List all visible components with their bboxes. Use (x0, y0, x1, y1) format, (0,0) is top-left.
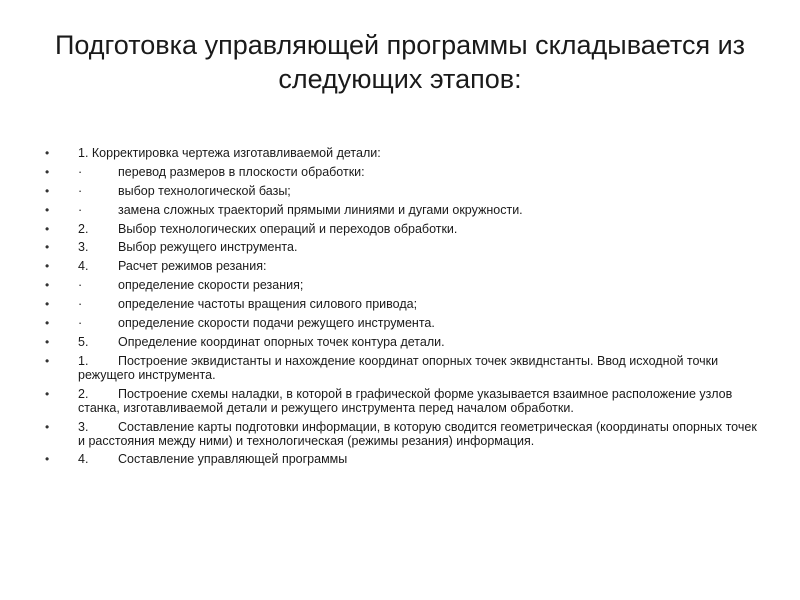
bullet-icon: • (45, 316, 50, 331)
list-item-text (78, 335, 765, 349)
list-item-text (78, 259, 765, 273)
list-item (45, 420, 765, 448)
bullet-icon: • (45, 452, 50, 467)
list-item-body: определение скорости подачи режущего инструмента. (118, 316, 435, 331)
list-item-text (78, 146, 765, 160)
bullet-icon: • (45, 297, 50, 312)
list-item (45, 354, 765, 382)
list-item-number: · (78, 183, 83, 198)
list-item-number: 2. (78, 221, 89, 236)
list-item-text (78, 240, 765, 254)
list-item-body: Выбор технологических операций и переходов обработки. (118, 221, 458, 236)
list-item-text (78, 354, 765, 382)
list-item (45, 259, 765, 273)
list-item (45, 297, 765, 311)
list-item-number: · (78, 316, 83, 331)
list-item-body: Составление карты подготовки информации, в которую сводится геометрическая (координаты опорных точек и расстояния между ними) и технологическая (режимы резания) информация. (78, 419, 757, 448)
bullet-icon: • (45, 334, 50, 349)
bullet-icon: • (45, 278, 50, 293)
list-item-body: Определение координат опорных точек контура детали. (118, 334, 445, 349)
list-item (45, 240, 765, 254)
bullet-icon: • (45, 386, 50, 401)
list-item-text (78, 278, 765, 292)
list-item-body: Расчет режимов резания: (118, 259, 267, 274)
list-item-body: перевод размеров в плоскости обработки: (118, 164, 365, 179)
list-item-number: 4. (78, 259, 89, 274)
list-item-body: определение скорости резания; (118, 278, 304, 293)
list-item (45, 146, 765, 160)
list-item-body: Построение схемы наладки, в которой в графической форме указывается взаимное расположение узлов станка, изготавливаемой детали и режущего инструмента перед началом обработки. (78, 386, 733, 415)
list-item (45, 335, 765, 349)
bullet-icon: • (45, 419, 50, 434)
list-item-text (78, 452, 765, 466)
list-item (45, 387, 765, 415)
bullet-icon: • (45, 240, 50, 255)
list-item-text (78, 203, 765, 217)
list-item-number: 4. (78, 452, 89, 467)
list-item-text (78, 297, 765, 311)
list-item-number: 3. (78, 419, 89, 434)
list-item (45, 222, 765, 236)
list-item-number: · (78, 297, 83, 312)
list-item-number: · (78, 164, 83, 179)
list-item-body: Построение эквидистанты и нахождение координат опорных точек эквиднстанты. Ввод исходной точки режущего инструмента. (78, 353, 719, 382)
list-item-body: замена сложных траекторий прямыми линиями и дугами окружности. (118, 202, 523, 217)
list-item-body: Выбор режущего инструмента. (118, 240, 298, 255)
bullet-list (45, 146, 765, 471)
list-item (45, 165, 765, 179)
list-item (45, 278, 765, 292)
bullet-icon: • (45, 259, 50, 274)
list-item-body: Составление управляющей программы (118, 452, 348, 467)
list-item-number: · (78, 202, 83, 217)
list-item-text (78, 184, 765, 198)
list-item (45, 452, 765, 466)
list-item (45, 184, 765, 198)
list-item-number: 1. (78, 353, 89, 368)
bullet-icon: • (45, 221, 50, 236)
list-item-text (78, 222, 765, 236)
list-item-text (78, 387, 765, 415)
slide-title: Подготовка управляющей программы складывается из следующих этапов: (54, 30, 746, 94)
list-item-number: · (78, 278, 83, 293)
bullet-icon: • (45, 146, 50, 160)
bullet-icon: • (45, 183, 50, 198)
list-item-body: 1. Корректировка чертежа изготавливаемой детали: (78, 146, 381, 160)
list-item-number: 3. (78, 240, 89, 255)
list-item-number: 5. (78, 334, 89, 349)
list-item-text (78, 316, 765, 330)
list-item-number: 2. (78, 386, 89, 401)
list-item (45, 316, 765, 330)
list-item-body: выбор технологической базы; (118, 183, 291, 198)
list-item-body: определение частоты вращения силового привода; (118, 297, 418, 312)
list-item-text (78, 420, 765, 448)
list-item (45, 203, 765, 217)
list-item-text (78, 165, 765, 179)
bullet-icon: • (45, 353, 50, 368)
bullet-icon: • (45, 164, 50, 179)
bullet-icon: • (45, 202, 50, 217)
